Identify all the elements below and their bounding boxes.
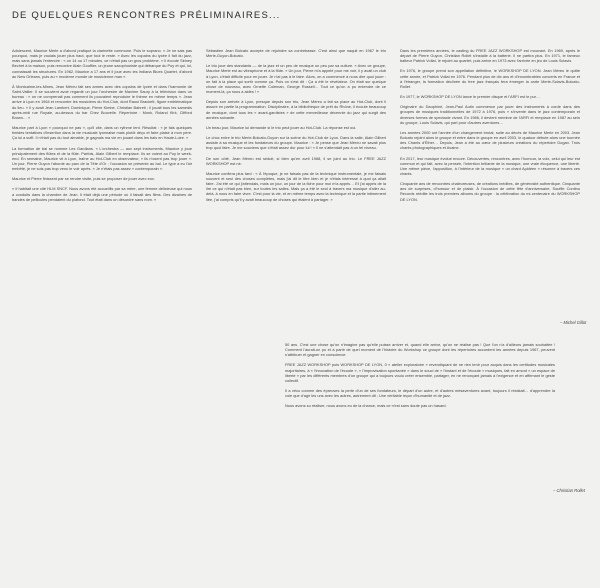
page-title: DE QUELQUES RENCONTRES PRÉLIMINAIRES... (12, 10, 281, 21)
paragraph: Nous avons su réaliser, nous avons eu de la chance, mais ce n'est sans doute pas un hasard. (285, 403, 447, 409)
paragraph: Le trio joue des standards — de la jazz et un peu de musique un peu par sa culture. « Avec ce groupe, Maurice Merle est au vibraphone et à la flûte. » Un jour, Pierre m'a appelé pour me voir, il y avait un club à Lyon, c'était difficile pour en jouer. Je n'ai pas à le faire. Alors, on a commencé à nous dire quoi jouer : on fait à la place qui sortir comme ça. Puis on s'est dit : Ça a été le révélateur. On était sur quelque chose de nouveau, avec Ornette Coleman, George Russell… Tout ce qu'on a pu entendre de ce moment-là, ça nous a aidés ! » (206, 63, 386, 95)
paragraph: Maurice confiera plus tard : « À l'époque, je ne faisais pas de la technique instrumentale, je me faisais souvent et seul des choses complètes, mais j'ai dit le titre bien et je n'étais intéressé à quoi ça allait faire. J'ai été ce qui j'attendais, mais un jour, un jour de la fiche pour moi m'a appris… Et j'ai appris de la lire ce qui n'était pas bien, sur toutes les salles. Mais ça a été le seul à travers ma musique d'aller au-delà, à nous en faire vivre. C'est pour la vie, et en même temps avec la technique et la partie intimement liée, j'ai compris qu'il y avait beaucoup de choses qui étaient à partager. » (206, 170, 386, 202)
paragraph: « Il habitait une cité HLM SNCF. Nous avons été accueillis par sa mère, une femme délicieuse qui nous a conduits dans la chambre de Jean. Il était déjà une période où il faisait des films. Des dizaines de bandes de pellicules pendaient du plafond. Tout était dans un désordre sans nom. » (12, 186, 192, 202)
paragraph: La formation de bal se nomme Les Gardians. « L'orchestra — aux sept instruments, Maurice y joue principalement des flûtes et de la flûte. Parfois, Alain Gilbert le remplace. Ils se voient au Puy le week-end. En semaine, Maurice vit à Lyon, traîne au Hot-Club en observateur, « ils n'osent pas trop jouer ». Un jour, Pierre Guyon l'aborde au parc de la Tête d'Or ; l'occasion se présente au bal. Le type a eu l'air embêté, je ne suis pas trop venu le voir après. « Je n'étais pas assez « contemporain ». (12, 145, 192, 172)
signature-christian-rollet: – Christian Rollet (553, 488, 585, 493)
paragraph: Sébastien Jean Bolcato accepte de rejoindre sa contrebasse. C'est ainsi que naquit en 1967 le trio Merle-Guyon-Bolcato. (206, 48, 386, 59)
paragraph: Un beau jour, Maurice lui demande si le trio peut jouer au Hot-Club. La réponse est oui. (206, 124, 357, 130)
paragraph: En 1977, le WORKSHOP DE LYON lance le premier disque et l'ARFI est le pur… (400, 94, 540, 100)
text-column-4 (285, 342, 555, 414)
text-column-3 (400, 48, 580, 207)
paragraph: Dans les premières années, le casting du FREE JAZZ WORKSHOP est mouvant. En 1969, après le départ de Pierre Guyon, Christian Rollet s'installe à la batterie. Il ne partira plus. En 1971, le fameux batteur Patrick Vollat, le rejoint au quartet, puis arrive en 1973 avec l'arrivée en jeu de Louis Sclavis. (400, 48, 580, 64)
paragraph: Il a vécu comme des épreuves la perte d'un de ses fondateurs, le départ d'un autre, et d'autres mésaventures avant, toujours il résistait… d'apprendre la voie que d'agir les uns avec les autres, autrement dit ; Une véritable leçon d'humanité et de jazz. (285, 388, 555, 399)
paragraph: En 1976, le groupe prend son appellation définitive, le WORKSHOP DE LYON. Jean Méreu le quitte cette année, et Patrick Vollat en 1976. Pendant plus de dix ans et d'innombrables concerts en France et à l'étranger, la formation déclinée du free jazz français fera émerger la carte Merle-Sclavis-Bolcato-Rollet. (400, 68, 580, 89)
paragraph: Le choc entre le trio Merle-Bolcato-Guyon sur la scène du Hot-Club de Lyon. Dans la salle, Alain Gilbert assiste à sa musique et les fondateurs du groupe. Maurice : « Je pense que Jean Méreu ne savait plus trop quoi faire. Je me souviens que c'était assez dur pour lui ! » Il ne s'attendait pas à un tel niveau. (206, 135, 386, 151)
paragraph: De son côté, Jean Méreu est séduit, si bien qu'en avril 1968, il se joint au trio. Le FREE JAZZ WORKSHOP est né. (206, 155, 386, 166)
paragraph: Maurice et Pierre finissent par se rendre visite, puis se proposer de jouer avec eux. (12, 176, 155, 182)
signature-michel-gillot: – Michel Gillot (560, 320, 587, 325)
paragraph: Les années 2000 ont l'année d'un changement brutal, suite au décès de Maurice Merle en 2003. Jean Bolcato rejoint alors le groupe et entre dans le groupe en avril 2003, le quatuor débute alors une tournée des Chants d'Éther… Depuis, Jean a été au cœur de plusieurs créations du répertoire Dogan. Trois chants photographiques et Avaine. (400, 129, 580, 151)
text-column-2 (206, 48, 386, 207)
paragraph: Cinquante ans de rencontres chaleureuses, de créations inédites, de générosité authentique. Cinquante ans de surprises, d'humour et de plaisir. À l'occasion de cette fête d'anniversaire, Souffle Continu Records réédite les trois premiers albums du groupe : la célébration du mi-centenaire du WORKSHOP DE LYON. (400, 181, 580, 202)
text-column-1 (12, 48, 192, 207)
paragraph: Depuis son arrivée à Lyon, presque depuis son trio, Jean Méreu a fait sa place au Hot-Club, dont il assure en partie la programmation. Disciplinaire, à la bibliothèque de prêt du Rhône, il écoute beaucoup de musique, dont tous les « avant-gardistes » de cette merveilleuse décennie du jazz qui surgit des années soixante. (206, 99, 386, 120)
paragraph: À Montcalme-les-Mines, Jean Méreu fait ses armes avec des copains de lycée et dans l'harmonie de Saint-Vallier. Il se souvient avoir regardé un jour l'orchestre de Maxime Saury à la télévision dans un bureau : « on ne comprenait pas comment ils pouvaient reproduire le thème en même temps ». Jean arrive à Lyon en 1964 et rencontre les musiciens du Hot-Club, dont Raoul Brackett, figure emblématique du lieu. « Il y avait Jean Lambert, Dominique, Pierre Kimbe, Christian Bahreti ; il jouait tous les samedis après-midi rue Royale, au-dessus du bar Chez Bouvelle. Répertoire : Monk, Roland Kirk, Clifford Brown… » (12, 83, 192, 120)
paragraph: Originaire du Dauphiné, Jean-Paul Autin commence par jouer des instruments à corde dans des groupes de musiques traditionnelles de 1972 à 1976, puis « s'invente dans le jazz contemporain et diverses formes de spectacle vivant. En 1986, il devient membre de l'ARFI et remplace en 1987 au sein du groupe, Louis Sclavis, qui part pour d'autres aventures… (400, 104, 580, 125)
paragraph: En 2017, leur musique évolue encore. Découvertes, rencontres, avec l'humour, la voix, celui qui leur est commun et qui fait, avec la pensée, l'intention brillante de la musique, une vraie éloquence, une liberté. Une même pièce, l'apposition, à l'intérieur de la musique « un chant Apidéen » résonne à travers ces chants. (400, 155, 580, 176)
paragraph: Adolescent, Maurice Merle a d'abord pratiqué la clarinette commune. Puis le soprano. « Je ne sais pas pourquoi, mais je voulais jouer plus haut, que tout le reste. » Avec les copains du lycée il fait du jazz, mais sans jamais l'entendre : « on 14 ou 17 minutes, ce n'était pas un gros problème. » Il écoute Sidney Bechet à la maison, puis rencontre Alain Gouffier, un jeune saxophoniste qui débarque du Puy et qui, lui, connaissait les structures. En 1962, Maurice a 17 ans et il joue avec les Indiana Blues Quartet, d'abord au New Orleans, puis au « moderne monde de musicienne man ». (12, 48, 192, 79)
paragraph: FREE JAZZ WORKSHOP puis WORKSHOP DE LYON, 0 « atelier exploratoire » revendiquant de ne rien tenir pour acquis dans les certitudes musicales majoritaires, à « l'innovation de l'écoute », « l'improvisation spontanée » dans le souci de « l'instant et de l'écoute » musiques, fait en amont « un espace de liberté » par les différents membres d'un groupe qui a toujours voulu créer ensemble, partager, en ne renonçant jamais à l'exigence et en affirmant le geste collectif. (285, 362, 555, 383)
paragraph: 50 ans. C'est une chose qu'on n'imagine pas qu'elle puisse arriver et, quand elle arrive, qu'on ne réalise pas ! Que l'on n'a d'ailleurs jamais souhaitée ! Comment l'aurait-on pu et à partir de quel moment de l'histoire du Workshop ce groupe dont les répertoires accordent les années depuis 1967, peuvent s'attribuer et gagner en conscience. (285, 342, 555, 358)
paragraph: Maurice part à Lyon « pourquoi ne pas », qu'il cite, dans un rythme lent. Résultat : « je fais quelques timides tentatives d'insertion dans la vie musicale lyonnaise mais plutôt déçu et faire plaisir à mon père. Ça lui a suffi. Il n'était pas du tout aimable, je gagnais ma vie en jouant dans les bals en Haute-Loire. » (12, 125, 192, 141)
